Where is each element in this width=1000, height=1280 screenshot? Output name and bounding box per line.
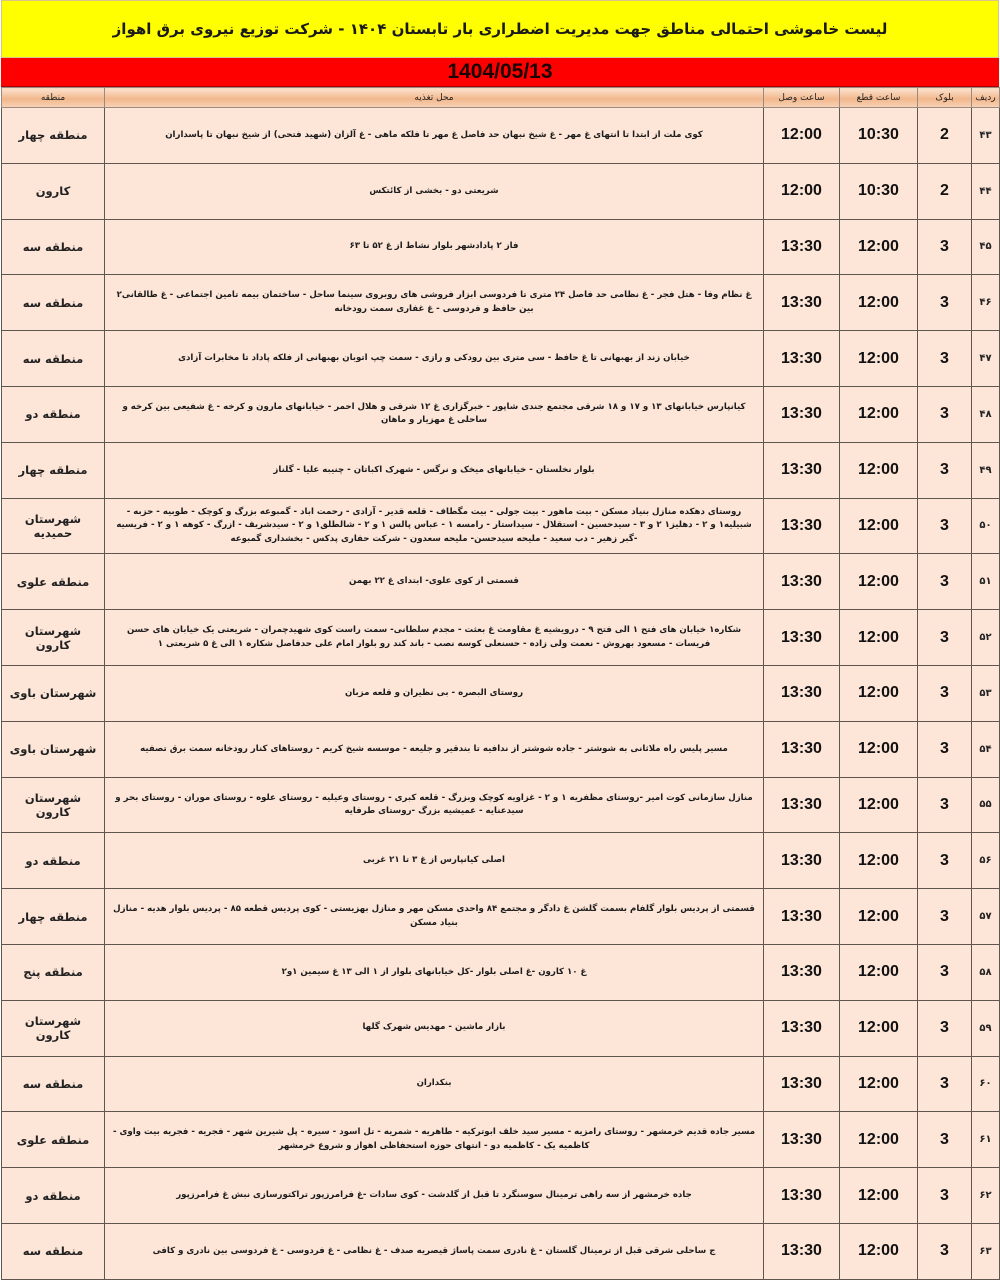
row-index: ۵۱ bbox=[972, 554, 1000, 610]
row-connect-time: 13:30 bbox=[764, 554, 840, 610]
row-cut-time: 12:00 bbox=[840, 442, 918, 498]
row-region: شهرستان باوی bbox=[2, 665, 105, 721]
row-connect-time: 13:30 bbox=[764, 331, 840, 387]
row-index: ۶۰ bbox=[972, 1056, 1000, 1112]
row-cut-time: 12:00 bbox=[840, 1223, 918, 1279]
row-index: ۵۴ bbox=[972, 721, 1000, 777]
row-index: ۵۵ bbox=[972, 777, 1000, 833]
row-connect-time: 13:30 bbox=[764, 1056, 840, 1112]
row-cut-time: 12:00 bbox=[840, 1168, 918, 1224]
schedule-date: 1404/05/13 bbox=[1, 58, 999, 87]
row-connect-time: 13:30 bbox=[764, 442, 840, 498]
table-row bbox=[2, 331, 1000, 387]
row-location: شکاره۱ خیابان های فتح ۱ الی فتح ۹ - درویشیه غ مقاومت غ بعثت - مجدم سلطانی- سمت راست کوی شهیدچمران - شریعتی یک خیابان های حسن فریسات - مسعود بهروش - نعمت ولی زاده - حسنعلی کوسه نصب - باند کند رو بلوار امام علی حدفاصل شکاره ۱ الی غ ۵ شریعتی ۱ bbox=[105, 610, 764, 666]
row-connect-time: 13:30 bbox=[764, 498, 840, 554]
row-location: منازل سازمانی کوت امیر -روستای مظفریه ۱ و ۲ - غزاویه کوچک وبزرگ - قلعه کبری - روستای وعیلیه - روستای علوه - روستای موران - روستای بحر و سیدعنایه - عمیشیه بزرگ -روستای طرفایه bbox=[105, 777, 764, 833]
row-cut-time: 10:30 bbox=[840, 163, 918, 219]
row-block: 3 bbox=[918, 721, 972, 777]
row-location: جاده خرمشهر از سه راهی ترمینال سوسنگرد تا قبل از گلدشت - کوی سادات -غ فرامرزپور تراکتورسازی نبش غ فرامرزپور bbox=[105, 1168, 764, 1224]
row-cut-time: 12:00 bbox=[840, 721, 918, 777]
row-cut-time: 12:00 bbox=[840, 554, 918, 610]
row-connect-time: 13:30 bbox=[764, 219, 840, 275]
row-connect-time: 13:30 bbox=[764, 1112, 840, 1168]
row-index: ۵۰ bbox=[972, 498, 1000, 554]
row-block: 3 bbox=[918, 777, 972, 833]
row-block: 3 bbox=[918, 889, 972, 945]
outage-table bbox=[1, 87, 1000, 1280]
table-header-row bbox=[2, 88, 1000, 108]
column-header-cut-time: ساعت قطع bbox=[840, 88, 918, 108]
row-cut-time: 12:00 bbox=[840, 1112, 918, 1168]
row-cut-time: 12:00 bbox=[840, 219, 918, 275]
column-header-location: محل تغذیه bbox=[105, 88, 764, 108]
table-row bbox=[2, 1112, 1000, 1168]
row-location: روستای دهکده منازل بنیاد مسکن - بیت ماهور - بیت جولی - بیت مگطاف - قلعه قدیر - آزادی - رحمت اباد - گمبوعه بزرگ و کوچک - طوبیه - حزبه - شبیلیه۱ و ۲ - دهلیز۱ ۲ و ۳ - سیدحسین - استقلال - سیداستار - رامسه ۱ - عباس پالس ۱ و ۲ - شالطلق۱ و ۲ - سیدشریف - ازرگ - کوهه ۱ و ۲ - فریسیه -گبر زهیر - دب سعید - ملیحه سیدحسن- ملیحه سعدون - شرکت حفاری پدکس - بخشداری گمبوعه bbox=[105, 498, 764, 554]
row-location: مسیر جاده قدیم خرمشهر - روستای رامزیه - مسیر سید خلف ابوترکیه - طاهریه - شمریه - تل اسود - سیره - پل شیرین شهر - فجریه - فجریه بیت واوی - کاظمیه یک - کاظمیه دو - انتهای حوزه استحفاظی اهواز و شروع خرمشهر bbox=[105, 1112, 764, 1168]
row-region: منطقه علوی bbox=[2, 1112, 105, 1168]
row-connect-time: 13:30 bbox=[764, 833, 840, 889]
row-connect-time: 13:30 bbox=[764, 1223, 840, 1279]
row-connect-time: 13:30 bbox=[764, 665, 840, 721]
table-row bbox=[2, 889, 1000, 945]
row-location: بازار ماشین - مهدیس شهرک گلها bbox=[105, 1000, 764, 1056]
row-index: ۴۸ bbox=[972, 386, 1000, 442]
row-location: غ ۱۰ کارون -غ اصلی بلوار -کل خیابانهای بلوار از ۱ الی ۱۳ غ سیمین ۱و۲ bbox=[105, 944, 764, 1000]
row-cut-time: 12:00 bbox=[840, 610, 918, 666]
row-region: منطقه سه bbox=[2, 1056, 105, 1112]
row-connect-time: 12:00 bbox=[764, 108, 840, 164]
row-index: ۴۷ bbox=[972, 331, 1000, 387]
row-cut-time: 12:00 bbox=[840, 665, 918, 721]
row-block: 3 bbox=[918, 610, 972, 666]
row-location: کیانپارس خیابانهای ۱۳ و ۱۷ و ۱۸ شرقی مجتمع جندی شاپور - خبرگزاری غ ۱۲ شرقی و هلال احمر - خیابانهای مارون و کرخه - غ شفیعی بین کرخه و ساحلی غ مهزیار و ماهان bbox=[105, 386, 764, 442]
row-cut-time: 12:00 bbox=[840, 386, 918, 442]
row-block: 3 bbox=[918, 833, 972, 889]
row-region: شهرستان حمیدیه bbox=[2, 498, 105, 554]
row-index: ۵۳ bbox=[972, 665, 1000, 721]
row-index: ۶۲ bbox=[972, 1168, 1000, 1224]
row-region: منطقه چهار bbox=[2, 889, 105, 945]
row-connect-time: 13:30 bbox=[764, 889, 840, 945]
row-region: منطقه سه bbox=[2, 275, 105, 331]
row-region: منطقه چهار bbox=[2, 108, 105, 164]
row-location: ج ساحلی شرقی قبل از ترمینال گلستان - غ نادری سمت پاساژ قیصریه صدف - غ نظامی - غ فردوسی - غ فردوسی بین نادری و کافی bbox=[105, 1223, 764, 1279]
column-header-region: منطقه bbox=[2, 88, 105, 108]
row-connect-time: 13:30 bbox=[764, 610, 840, 666]
row-index: ۴۳ bbox=[972, 108, 1000, 164]
row-index: ۴۹ bbox=[972, 442, 1000, 498]
row-region: کارون bbox=[2, 163, 105, 219]
row-connect-time: 13:30 bbox=[764, 777, 840, 833]
row-index: ۵۸ bbox=[972, 944, 1000, 1000]
row-region: شهرستان کارون bbox=[2, 610, 105, 666]
column-header-index: ردیف bbox=[972, 88, 1000, 108]
table-row bbox=[2, 275, 1000, 331]
row-connect-time: 13:30 bbox=[764, 1000, 840, 1056]
row-location: بلوار نخلستان - خیابانهای میخک و نرگس - شهرک اکباتان - چنیبه علیا - گلناز bbox=[105, 442, 764, 498]
table-row bbox=[2, 219, 1000, 275]
row-location: مسیر پلیس راه ملاثانی به شوشتر - جاده شوشتر از ندافیه تا بندقیر و جلیعه - موسسه شیخ کریم - روستاهای کنار رودخانه سمت برق تصفیه bbox=[105, 721, 764, 777]
row-location: اصلی کیانپارس از غ ۳ تا ۲۱ غربی bbox=[105, 833, 764, 889]
row-index: ۶۳ bbox=[972, 1223, 1000, 1279]
row-block: 2 bbox=[918, 163, 972, 219]
row-cut-time: 12:00 bbox=[840, 1000, 918, 1056]
row-location: کوی ملت از ابتدا تا انتهای غ مهر - غ شیخ نبهان حد فاصل غ مهر تا فلکه ماهی - غ آلزان (شهید فتحی) از شیخ نبهان تا پاسداران bbox=[105, 108, 764, 164]
row-region: منطقه دو bbox=[2, 1168, 105, 1224]
row-region: منطقه پنج bbox=[2, 944, 105, 1000]
table-row bbox=[2, 777, 1000, 833]
row-index: ۵۹ bbox=[972, 1000, 1000, 1056]
row-location: خیابان زند از بهبهانی تا غ حافظ - سی متری بین رودکی و رازی - سمت چپ اتوبان بهبهانی از فلکه پاداد تا مخابرات آزادی bbox=[105, 331, 764, 387]
table-row bbox=[2, 442, 1000, 498]
table-row bbox=[2, 163, 1000, 219]
row-cut-time: 12:00 bbox=[840, 1056, 918, 1112]
row-connect-time: 12:00 bbox=[764, 163, 840, 219]
row-location: فاز ۲ پادادشهر بلوار نشاط از غ ۵۲ تا ۶۳ bbox=[105, 219, 764, 275]
row-index: ۶۱ bbox=[972, 1112, 1000, 1168]
outage-schedule-sheet bbox=[1, 0, 999, 1280]
row-location: بنکداران bbox=[105, 1056, 764, 1112]
row-cut-time: 12:00 bbox=[840, 889, 918, 945]
row-block: 3 bbox=[918, 1223, 972, 1279]
table-row bbox=[2, 1223, 1000, 1279]
row-block: 3 bbox=[918, 442, 972, 498]
row-region: شهرستان کارون bbox=[2, 777, 105, 833]
row-block: 3 bbox=[918, 1112, 972, 1168]
row-location: غ نظام وفا - هتل فجر - غ نظامی حد فاصل ۲۴ متری تا فردوسی ابزار فروشی های روبروی سینما ساحل - ساختمان بیمه تامین اجتماعی - غ طالقانی۲ بین حافظ و فردوسی - غ غفاری سمت رودخانه bbox=[105, 275, 764, 331]
row-block: 3 bbox=[918, 219, 972, 275]
row-cut-time: 10:30 bbox=[840, 108, 918, 164]
row-region: منطقه سه bbox=[2, 1223, 105, 1279]
table-row bbox=[2, 721, 1000, 777]
row-cut-time: 12:00 bbox=[840, 498, 918, 554]
row-block: 3 bbox=[918, 275, 972, 331]
row-block: 3 bbox=[918, 331, 972, 387]
row-block: 3 bbox=[918, 554, 972, 610]
row-block: 2 bbox=[918, 108, 972, 164]
row-block: 3 bbox=[918, 665, 972, 721]
row-connect-time: 13:30 bbox=[764, 386, 840, 442]
row-block: 3 bbox=[918, 1056, 972, 1112]
table-row bbox=[2, 108, 1000, 164]
row-location: قسمتی از کوی علوی- ابتدای غ ۲۲ بهمن bbox=[105, 554, 764, 610]
column-header-block: بلوک bbox=[918, 88, 972, 108]
row-cut-time: 12:00 bbox=[840, 777, 918, 833]
row-region: شهرستان باوی bbox=[2, 721, 105, 777]
table-row bbox=[2, 386, 1000, 442]
row-region: منطقه علوی bbox=[2, 554, 105, 610]
row-cut-time: 12:00 bbox=[840, 944, 918, 1000]
row-cut-time: 12:00 bbox=[840, 331, 918, 387]
row-connect-time: 13:30 bbox=[764, 721, 840, 777]
row-location: شریعتی دو - بخشی از کائتکس bbox=[105, 163, 764, 219]
row-block: 3 bbox=[918, 944, 972, 1000]
row-connect-time: 13:30 bbox=[764, 275, 840, 331]
row-block: 3 bbox=[918, 386, 972, 442]
table-row bbox=[2, 665, 1000, 721]
row-block: 3 bbox=[918, 498, 972, 554]
table-row bbox=[2, 944, 1000, 1000]
table-row bbox=[2, 833, 1000, 889]
row-index: ۵۶ bbox=[972, 833, 1000, 889]
row-index: ۴۴ bbox=[972, 163, 1000, 219]
table-row bbox=[2, 498, 1000, 554]
table-row bbox=[2, 1168, 1000, 1224]
row-block: 3 bbox=[918, 1000, 972, 1056]
row-index: ۴۶ bbox=[972, 275, 1000, 331]
column-header-connect-time: ساعت وصل bbox=[764, 88, 840, 108]
row-index: ۴۵ bbox=[972, 219, 1000, 275]
row-region: شهرستان کارون bbox=[2, 1000, 105, 1056]
table-row bbox=[2, 554, 1000, 610]
table-row bbox=[2, 1056, 1000, 1112]
row-connect-time: 13:30 bbox=[764, 944, 840, 1000]
row-block: 3 bbox=[918, 1168, 972, 1224]
table-row bbox=[2, 1000, 1000, 1056]
row-location: قسمتی از پردیس بلوار گلفام بسمت گلشن غ دادگر و مجتمع ۸۴ واحدی مسکن مهر و منازل بهزیستی - کوی پردیس قطعه ۸۵ - پردیس بلوار هدیه - منازل بنیاد مسکن bbox=[105, 889, 764, 945]
row-region: منطقه سه bbox=[2, 331, 105, 387]
row-connect-time: 13:30 bbox=[764, 1168, 840, 1224]
row-region: منطقه چهار bbox=[2, 442, 105, 498]
row-cut-time: 12:00 bbox=[840, 833, 918, 889]
row-region: منطقه دو bbox=[2, 386, 105, 442]
table-body bbox=[2, 108, 1000, 1280]
row-cut-time: 12:00 bbox=[840, 275, 918, 331]
table-row bbox=[2, 610, 1000, 666]
row-region: منطقه دو bbox=[2, 833, 105, 889]
page-title: لیست خاموشی احتمالی مناطق جهت مدیریت اضطراری بار تابستان ۱۴۰۴ - شرکت توزیع نیروی برق اهواز bbox=[1, 0, 999, 58]
row-index: ۵۲ bbox=[972, 610, 1000, 666]
row-region: منطقه سه bbox=[2, 219, 105, 275]
row-index: ۵۷ bbox=[972, 889, 1000, 945]
row-location: روستای البصره - بی نظیران و قلعه مزبان bbox=[105, 665, 764, 721]
